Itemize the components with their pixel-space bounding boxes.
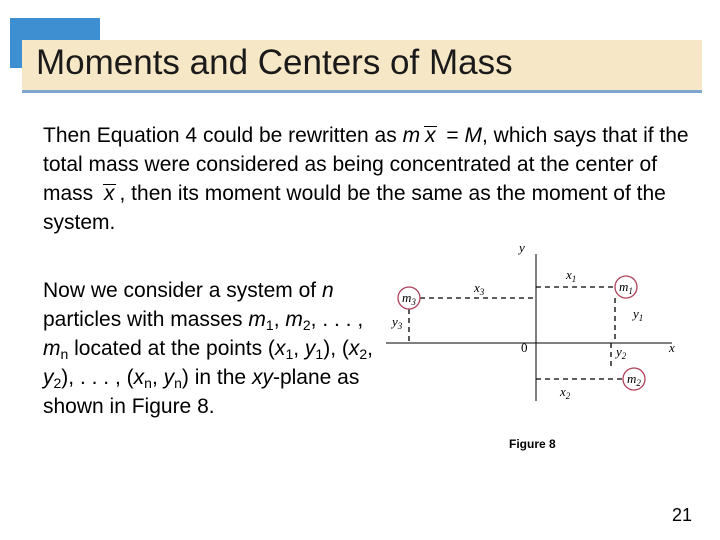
var-x1: x — [274, 337, 286, 360]
subscript: n — [144, 375, 152, 391]
text-span: , . . . , — [310, 308, 364, 331]
var-xy: xy — [251, 366, 273, 389]
figure-8-diagram — [378, 236, 688, 406]
text-span: , which says that if the total mass were considered as being concentrated at the center of mass — [43, 124, 689, 205]
var-mn: m — [43, 337, 61, 360]
label-y3: $y_3$ — [392, 314, 403, 331]
text-span: Now we consider a system of — [43, 279, 322, 302]
var-m2: m — [285, 308, 303, 331]
title-rule — [22, 90, 702, 93]
slide-title: Moments and Centers of Mass — [36, 43, 513, 82]
subscript: 1 — [315, 346, 324, 362]
label-x2: $x_2$ — [560, 384, 571, 401]
mass-system-diagram — [378, 236, 688, 406]
label-m1: $m_1$ — [619, 279, 633, 296]
label-x3: $x_3$ — [474, 280, 485, 297]
text-span: ), ( — [323, 337, 349, 360]
figure-caption: Figure 8 — [509, 437, 556, 451]
subscript: 1 — [265, 317, 274, 333]
var-yn: y — [163, 366, 175, 389]
text-span: , — [151, 366, 164, 389]
y-axis-label: y — [519, 240, 525, 255]
label-y2: $y_2$ — [616, 344, 627, 361]
text-span: , — [273, 308, 286, 331]
text-span: , — [293, 337, 305, 360]
var-y1: y — [304, 337, 316, 360]
text-span: , then its moment would be the same as the moment of the system. — [43, 182, 666, 234]
paragraph-system — [43, 276, 373, 421]
text-span: = — [440, 124, 465, 147]
label-m3: $m_3$ — [402, 290, 416, 307]
var-xbar: x — [425, 124, 436, 147]
subscript: n — [60, 346, 69, 362]
var-n: n — [321, 279, 334, 302]
paragraph-intro — [43, 121, 703, 237]
subscript: 2 — [359, 346, 368, 362]
label-m2: $m_2$ — [627, 371, 641, 388]
subscript: 2 — [53, 375, 62, 391]
text-span: -plane as shown in Figure 8. — [43, 366, 360, 418]
subscript: 1 — [285, 346, 294, 362]
subscript: 2 — [302, 317, 311, 333]
text-span: Then Equation 4 could be rewritten as — [43, 124, 403, 147]
label-x1: $x_1$ — [566, 267, 577, 284]
var-m1: m — [248, 308, 266, 331]
var-xbar: x — [104, 182, 115, 205]
var-x2: x — [348, 337, 360, 360]
var-y2: y — [43, 366, 54, 389]
text-span: , — [367, 337, 373, 360]
var-M: M — [464, 124, 482, 147]
text-span: ) in the — [181, 366, 252, 389]
origin-label: 0 — [521, 340, 528, 355]
text-span: particles with masses — [43, 308, 249, 331]
label-y1: $y_1$ — [633, 306, 644, 323]
x-axis-label: x — [669, 340, 675, 355]
text-span: ), . . . , ( — [61, 366, 134, 389]
page-number: 21 — [672, 505, 693, 525]
var-m: m — [402, 124, 421, 147]
text-span: located at the points ( — [68, 337, 275, 360]
subscript: n — [174, 375, 182, 391]
var-xn: x — [133, 366, 145, 389]
